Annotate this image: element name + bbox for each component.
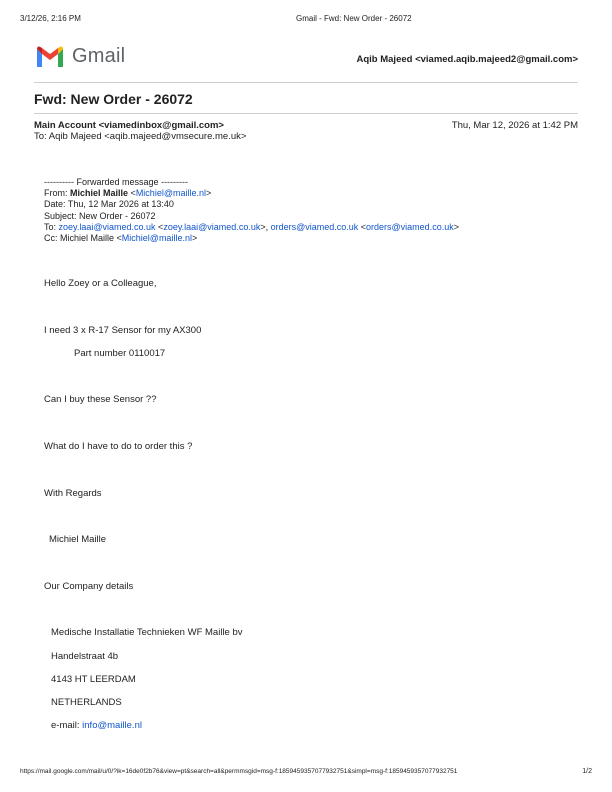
forward-separator: ---------- Forwarded message --------- (44, 177, 188, 187)
print-url: https://mail.google.com/mail/u/0/?ik=16de0f2b76&view=pt&search=all&permmsgid=msg-f:1859459357077932751&simpl=msg-f:1859459357077932751 (20, 768, 458, 775)
company-postcode: 4143 HT LEERDAM (51, 674, 136, 685)
forward-to-email-link[interactable]: orders@viamed.co.uk (366, 222, 454, 232)
recipient: To: Aqib Majeed <aqib.majeed@vmsecure.me.uk> (34, 131, 247, 142)
forward-cc-name: Michiel Maille (60, 233, 115, 243)
forward-to-email-link[interactable]: zoey.laai@viamed.co.uk (58, 222, 156, 232)
body-part-number: Part number 0110017 (74, 348, 166, 359)
forward-cc: Cc: Michiel Maille <Michiel@maille.nl> (44, 233, 198, 243)
company-email-link[interactable]: info@maille.nl (82, 720, 142, 731)
account-owner: Aqib Majeed <viamed.aqib.majeed2@gmail.com> (356, 54, 578, 65)
company-email-label: e-mail: (51, 720, 80, 731)
message-date: Thu, Mar 12, 2026 at 1:42 PM (451, 120, 578, 131)
forward-date: Date: Thu, 12 Mar 2026 at 13:40 (44, 199, 174, 209)
forward-cc-email-link[interactable]: Michiel@maille.nl (121, 233, 192, 243)
company-country: NETHERLANDS (51, 697, 122, 708)
body-question: Can I buy these Sensor ?? (44, 394, 157, 405)
subject-divider (34, 113, 578, 114)
forward-cc-label: Cc: (44, 233, 58, 243)
forward-to-label: To: (44, 222, 57, 232)
header-divider (34, 82, 578, 83)
body-request: I need 3 x R-17 Sensor for my AX300 (44, 325, 202, 336)
print-page-number: 1/2 (582, 768, 592, 775)
company-heading: Our Company details (44, 581, 134, 592)
forward-from-email-link[interactable]: Michiel@maille.nl (135, 188, 206, 198)
email-subject: Fwd: New Order - 26072 (34, 91, 193, 107)
forward-from-name: Michiel Maille (70, 188, 129, 198)
gmail-wordmark: Gmail (72, 45, 126, 67)
company-email (51, 720, 142, 731)
print-title: Gmail - Fwd: New Order - 26072 (296, 14, 412, 23)
gmail-logo-icon (35, 45, 65, 69)
company-street: Handelstraat 4b (51, 651, 119, 662)
forward-subject: Subject: New Order - 26072 (44, 211, 156, 221)
forward-to-email-link[interactable]: orders@viamed.co.uk (270, 222, 359, 232)
body-question: What do I have to do to order this ? (44, 441, 193, 452)
body-regards: With Regards (44, 488, 102, 499)
sender: Main Account <viamedinbox@gmail.com> (34, 120, 224, 131)
forward-to-email-link[interactable]: zoey.laai@viamed.co.uk (163, 222, 261, 232)
forward-from: From: Michiel Maille <Michiel@maille.nl> (44, 188, 212, 198)
body-greeting: Hello Zoey or a Colleague, (44, 278, 157, 289)
forward-from-label: From: (44, 188, 68, 198)
print-datetime: 3/12/26, 2:16 PM (20, 14, 81, 23)
body-signature: Michiel Maille (49, 534, 107, 545)
forward-to: To: zoey.laai@viamed.co.uk <zoey.laai@viamed.co.uk>, orders@viamed.co.uk <orders@viamed.co.uk> (44, 222, 459, 232)
company-name: Medische Installatie Technieken WF Maille bv (51, 627, 243, 638)
